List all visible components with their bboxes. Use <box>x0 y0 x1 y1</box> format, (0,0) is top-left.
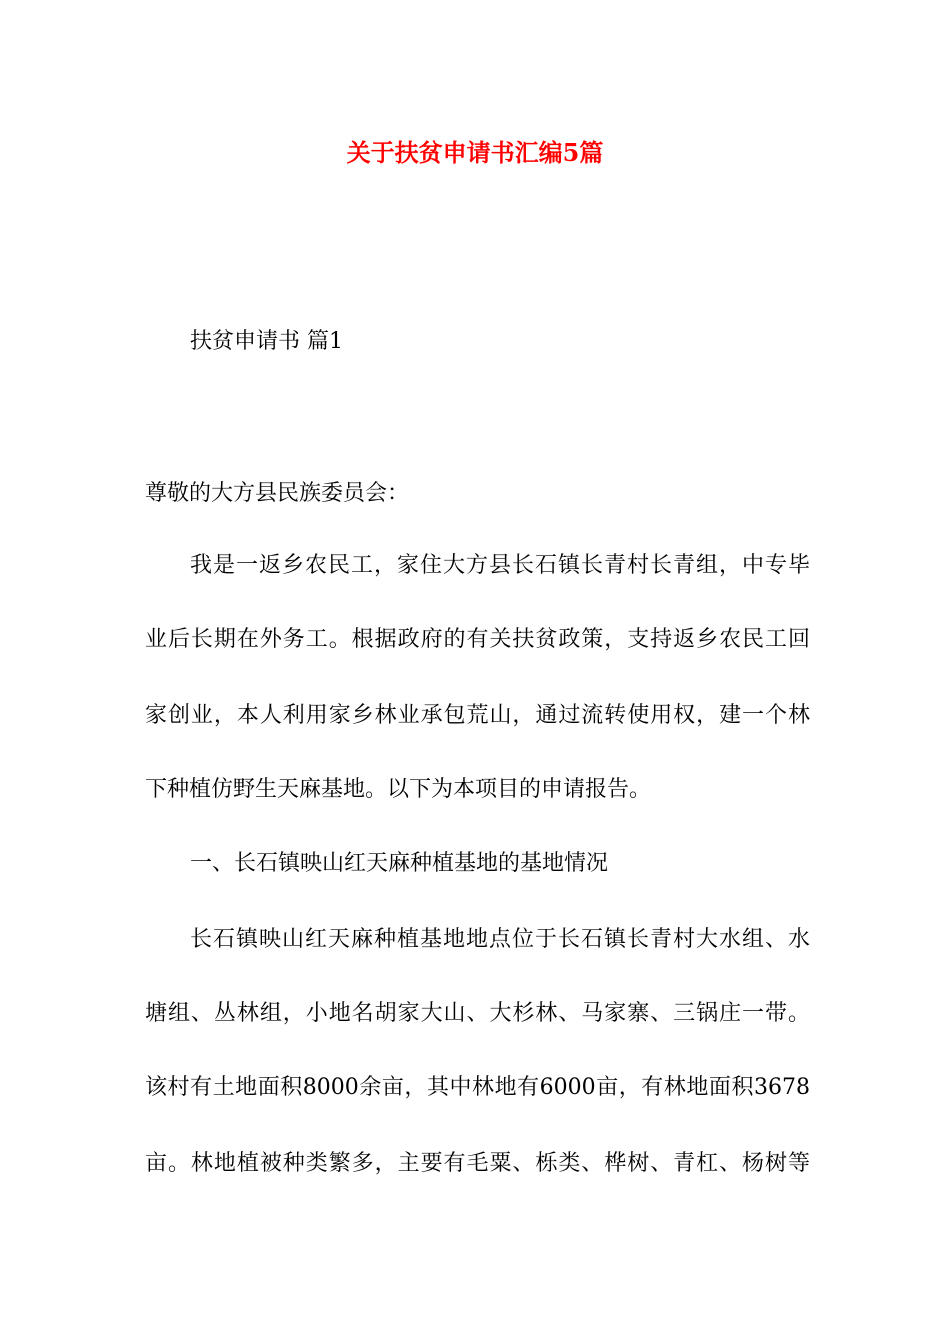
paragraph-line: 家创业，本人利用家乡林业承包荒山，通过流转使用权，建一个林 <box>145 703 810 728</box>
paragraph-line: 该村有土地面积8000余亩，其中林地有6000亩，有林地面积3678 <box>145 1075 810 1100</box>
paragraph-line: 我是一返乡农民工，家住大方县长石镇长青村长青组，中专毕 <box>190 553 810 578</box>
section-heading: 扶贫申请书 篇1 <box>190 329 343 354</box>
paragraph-line: 塘组、丛林组，小地名胡家大山、大杉林、马家寨、三锅庄一带。 <box>145 1001 810 1026</box>
paragraph-line: 长石镇映山红天麻种植基地地点位于长石镇长青村大水组、水 <box>190 927 810 952</box>
paragraph-line: 下种植仿野生天麻基地。以下为本项目的申请报告。 <box>145 777 652 802</box>
document-title: 关于扶贫申请书汇编5篇 <box>346 138 604 167</box>
salutation: 尊敬的大方县民族委员会： <box>145 481 410 506</box>
paragraph-line: 亩。林地植被种类繁多，主要有毛粟、栎类、桦树、青杠、杨树等 <box>145 1151 810 1176</box>
subsection-heading: 一、长石镇映山红天麻种植基地的基地情况 <box>190 851 609 876</box>
paragraph-line: 业后长期在外务工。根据政府的有关扶贫政策，支持返乡农民工回 <box>145 627 810 652</box>
